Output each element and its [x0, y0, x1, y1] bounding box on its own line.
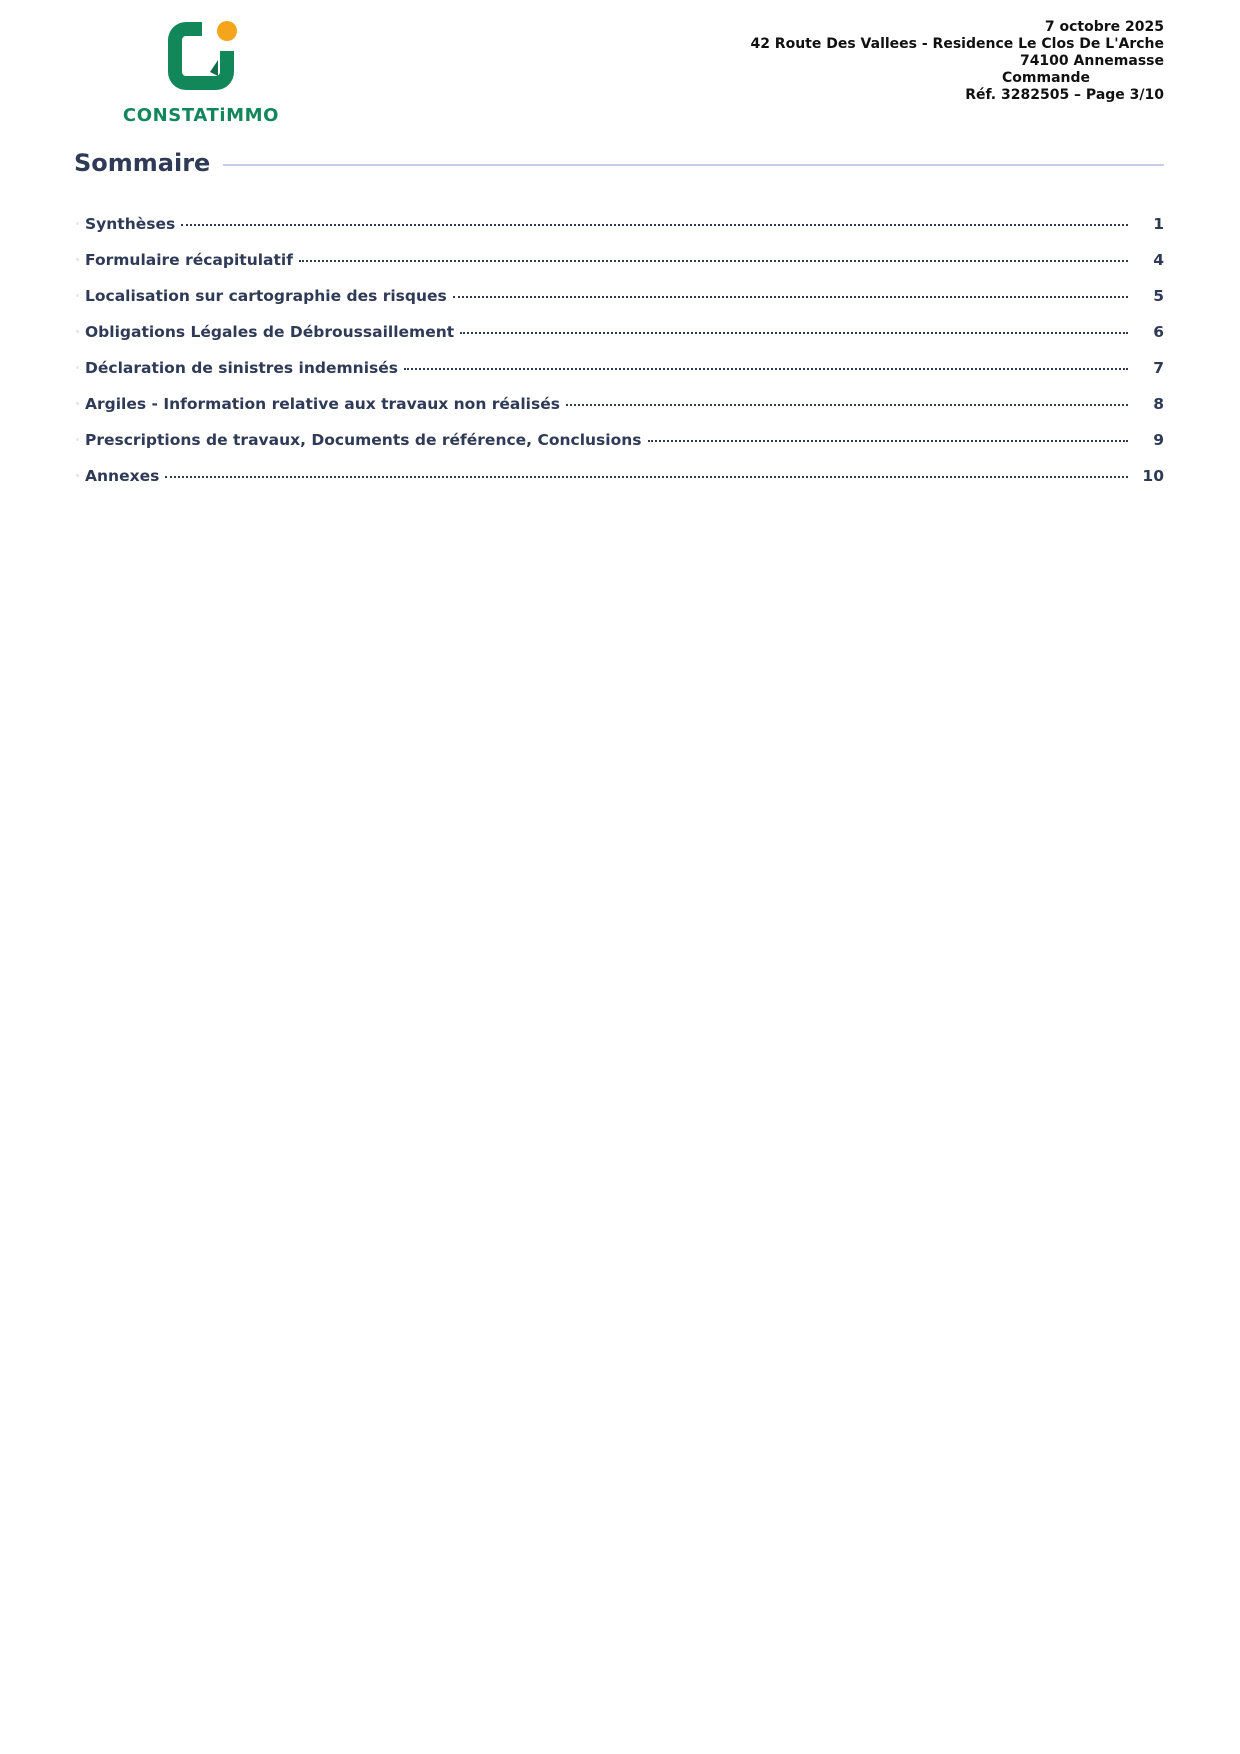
order-label: Commande [1002, 70, 1090, 86]
toc-bullet [76, 366, 79, 369]
toc-item-prescriptions[interactable] [74, 422, 1164, 458]
toc-page-number[interactable]: 4 [1153, 251, 1164, 269]
toc-bullet [76, 258, 79, 261]
reference-page: Réf. 3282505 – Page 3/10 [965, 87, 1164, 103]
brand-name: CONSTATiMMO [122, 105, 280, 126]
toc-item-localisation[interactable] [74, 278, 1164, 314]
property-address: 42 Route Des Vallees - Residence Le Clos De L'Arche [750, 36, 1164, 52]
toc-item-label[interactable]: Annexes [85, 467, 160, 485]
dot-leader [181, 224, 1128, 226]
toc-item-label[interactable]: Prescriptions de travaux, Documents de référence, Conclusions [85, 431, 642, 449]
dot-leader [404, 368, 1128, 370]
toc-item-label[interactable]: Formulaire récapitulatif [85, 251, 293, 269]
toc-bullet [76, 294, 79, 297]
toc-item-declaration[interactable] [74, 350, 1164, 386]
document-date: 7 octobre 2025 [1044, 19, 1164, 35]
dot-leader [460, 332, 1128, 334]
document-header-info [750, 19, 1164, 104]
dot-leader [648, 440, 1128, 442]
toc-bullet [76, 402, 79, 405]
toc-item-label[interactable]: Localisation sur cartographie des risques [85, 287, 447, 305]
toc-item-annexes[interactable] [74, 458, 1164, 494]
toc-item-formulaire[interactable] [74, 242, 1164, 278]
toc-bullet [76, 330, 79, 333]
toc-page-number[interactable]: 6 [1153, 323, 1164, 341]
toc-bullet [76, 438, 79, 441]
toc-page-number[interactable]: 10 [1142, 467, 1164, 485]
toc-page-number[interactable]: 9 [1153, 431, 1164, 449]
table-of-contents [74, 206, 1164, 494]
title-divider [223, 164, 1164, 166]
page-title: Sommaire [74, 149, 211, 177]
toc-bullet [76, 474, 79, 477]
dot-leader [566, 404, 1128, 406]
constatimmo-logo [118, 20, 284, 130]
summary-heading [74, 146, 1164, 180]
toc-page-number[interactable]: 1 [1153, 215, 1164, 233]
toc-item-label[interactable]: Argiles - Information relative aux travaux non réalisés [85, 395, 560, 413]
toc-item-label[interactable]: Obligations Légales de Débroussaillement [85, 323, 455, 341]
toc-page-number[interactable]: 7 [1153, 359, 1164, 377]
property-city: 74100 Annemasse [1019, 53, 1164, 69]
toc-item-syntheses[interactable] [74, 206, 1164, 242]
toc-page-number[interactable]: 5 [1153, 287, 1164, 305]
toc-item-label[interactable]: Déclaration de sinistres indemnisés [85, 359, 398, 377]
toc-item-argiles[interactable] [74, 386, 1164, 422]
toc-page-number[interactable]: 8 [1153, 395, 1164, 413]
constatimmo-logo-icon [162, 20, 242, 94]
dot-leader [453, 296, 1128, 298]
toc-item-label[interactable]: Synthèses [85, 215, 176, 233]
dot-leader [165, 476, 1128, 478]
toc-item-obligations[interactable] [74, 314, 1164, 350]
toc-bullet [76, 222, 79, 225]
dot-leader [299, 260, 1128, 262]
